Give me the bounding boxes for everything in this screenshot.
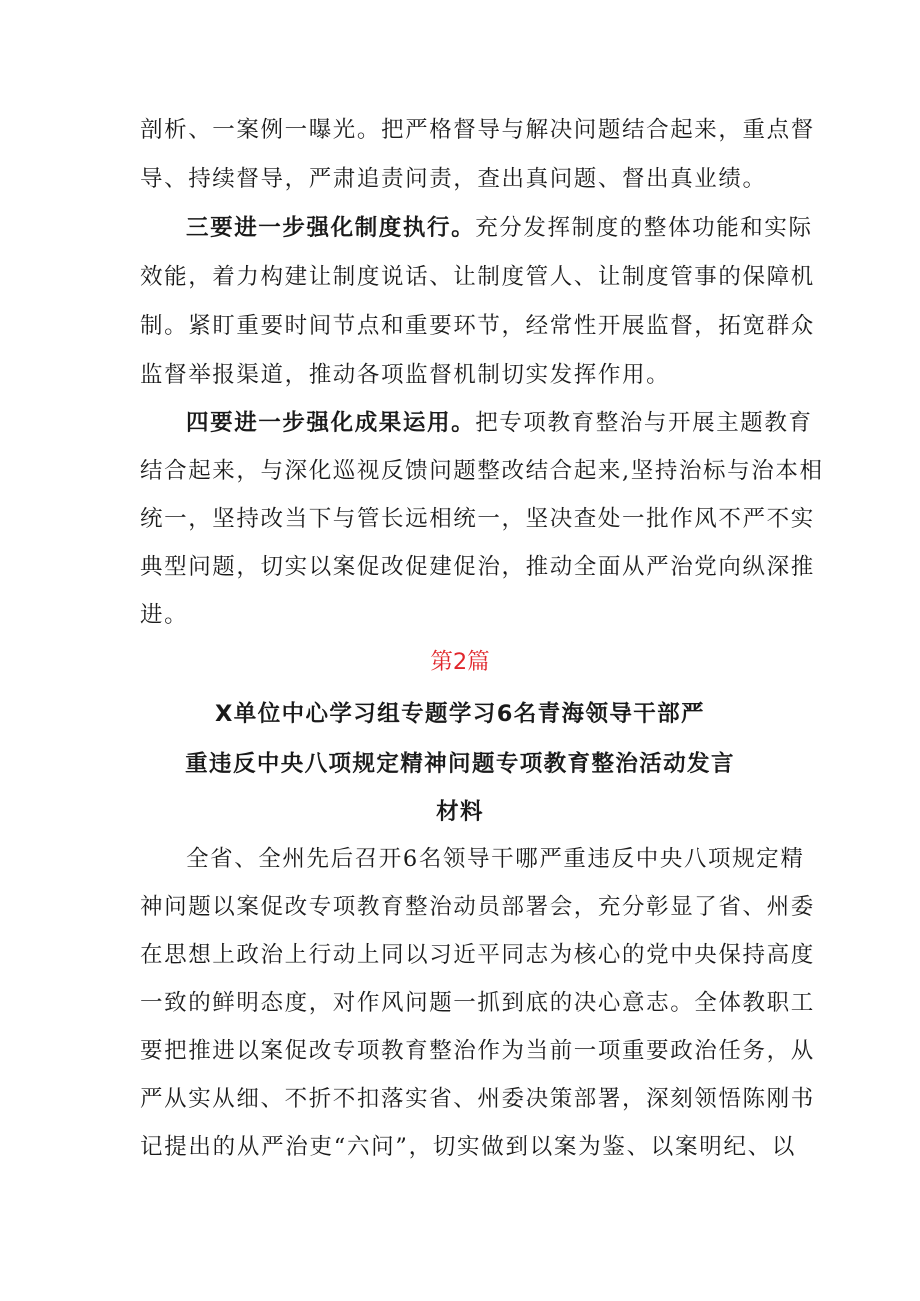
paragraph-text: 把专项教育整治与开展主题教育	[475, 410, 813, 436]
paragraph-line: 剖析、一案例一曝光。把严格督导与解决问题结合起来，重点督	[140, 117, 815, 143]
paragraph-text: 充分发挥制度的整体功能和实际	[475, 215, 813, 241]
paragraph-line: 记提出的从严治吏“六问”，切实做到以案为鉴、以案明纪、以	[140, 1134, 796, 1160]
paragraph-line: 要把推进以案促改专项教育整治作为当前一项重要政治任务，从	[140, 1038, 815, 1064]
paragraph-line: 一致的鲜明态度，对作风问题一抓到底的决心意志。全体教职工	[140, 990, 815, 1016]
paragraph-line: 监督举报渠道，推动各项监督机制切实发挥作用。	[140, 362, 671, 388]
paragraph-line: 全省、全州先后召开6名领导干哪严重违反中央八项规定精	[186, 846, 805, 872]
article-title: 材料	[436, 799, 484, 825]
paragraph-line: 典型问题，切实以案促改促建促治，推动全面从严治党向纵深推	[140, 554, 815, 580]
paragraph-line: 统一，坚持改当下与管长远相统一，坚决查处一批作风不严不实	[140, 506, 815, 532]
article-title: X单位中心学习组专题学习6名青海领导干部严	[215, 701, 705, 727]
point-heading: 三要进一步强化制度执行。	[186, 215, 476, 241]
point-heading: 四要进一步强化成果运用。	[186, 410, 476, 436]
paragraph-line: 效能，着力构建让制度说话、让制度管人、让制度管事的保障机	[140, 264, 815, 290]
paragraph-line: 严从实从细、不折不扣落实省、州委决策部署，深刻领悟陈刚书	[140, 1086, 815, 1112]
article-title: 重违反中央八项规定精神问题专项教育整治活动发言	[185, 751, 735, 777]
paragraph-line	[186, 208, 813, 248]
paragraph-line: 制。紧盯重要时间节点和重要环节，经常性开展监督，拓宽群众	[140, 313, 815, 339]
paragraph-line: 导、持续督导，严肃追责问责，查出真问题、督出真业绩。	[140, 166, 767, 192]
paragraph-line: 进。	[140, 602, 189, 628]
paragraph-line: 神问题以案促改专项教育整治动员部署会，充分彰显了省、州委	[140, 894, 815, 920]
paragraph-line: 结合起来，与深化巡视反馈问题整改结合起来,坚持治标与治本相	[140, 458, 824, 484]
section-number: 第2篇	[430, 649, 490, 675]
paragraph-line	[186, 403, 813, 443]
paragraph-line: 在思想上政治上行动上同以习近平同志为核心的党中央保持高度	[140, 942, 815, 968]
